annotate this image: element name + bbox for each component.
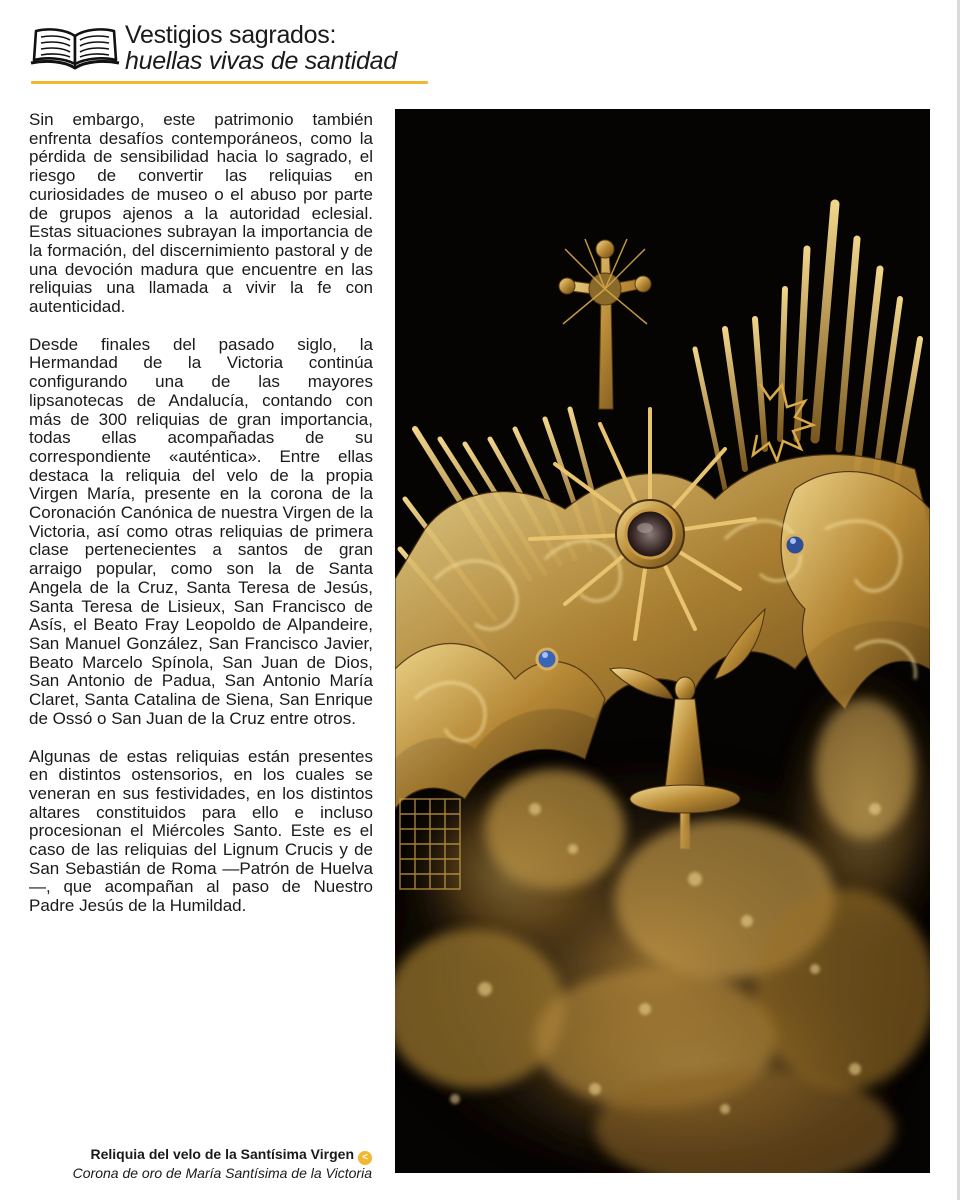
golden-crown-photo xyxy=(395,109,930,1173)
caption-subtitle: Corona de oro de María Santísima de la Victoria xyxy=(72,1165,372,1181)
caption-title-row xyxy=(12,1146,372,1165)
article-body xyxy=(29,111,373,935)
paragraph-3: Algunas de estas reliquias están presentes en distintos ostensorios, en los cuales se veneran en sus festividades, en los distintos altares constituidos para ello e incluso procesionan el Miércoles Santo. Este es el caso de las reliquias del Lignum Crucis y de San Sebastián de Roma —Patrón de Huelva—, que acompañan al paso de Nuestro Padre Jesús de la Humildad. xyxy=(29,746,373,916)
title-block xyxy=(125,22,397,74)
header-divider xyxy=(31,81,428,84)
arrow-right-circle-icon: < xyxy=(358,1151,372,1165)
page-title: Vestigios sagrados: xyxy=(125,21,337,49)
paragraph-1: Sin embargo, este patrimonio también enfrenta desafíos contemporáneos, como la pérdida de sensibilidad hacia lo sagrado, el riesgo de convertir las reliquias en curiosidades de museo o el abuso por parte de grupos ajenos a la autoridad eclesial. Estas situaciones subrayan la importancia de la formación, del discernimiento pastoral y de una devoción madura que encuentre en las reliquias una llamada a vivir la fe con autenticidad. xyxy=(29,110,373,317)
section-header xyxy=(28,22,428,86)
caption-title: Reliquia del velo de la Santísima Virgen xyxy=(90,1146,354,1162)
paragraph-2: Desde finales del pasado siglo, la Hermandad de la Victoria continúa configurando una de las mayores lipsanotecas de Andalucía, contando con más de 300 reliquias de gran importancia, todas ellas acompañadas de su correspondiente «auténtica». Entre ellas destaca la reliquia del velo de la propia Virgen María, presente en la corona de la Coronación Canónica de nuestra Virgen de la Victoria, así como otras reliquias de primera clase pertenecientes a santos de gran arraigo popular, como son la de Santa Angela de la Cruz, Santa Teresa de Jesús, Santa Teresa de Lisieux, San Francisco de Asís, el Beato Fray Leopoldo de Alpandeire, San Manuel González, San Francisco Javier, Beato Marcelo Spínola, San Juan de Dios, San Antonio de Padua, San Antonio María Claret, Santa Catalina de Siena, San Enrique de Ossó o San Juan de la Cruz entre otros. xyxy=(29,334,373,728)
photo-caption xyxy=(12,1146,372,1182)
page-subtitle: huellas vivas de santidad xyxy=(125,47,397,75)
open-book-icon xyxy=(30,26,120,70)
